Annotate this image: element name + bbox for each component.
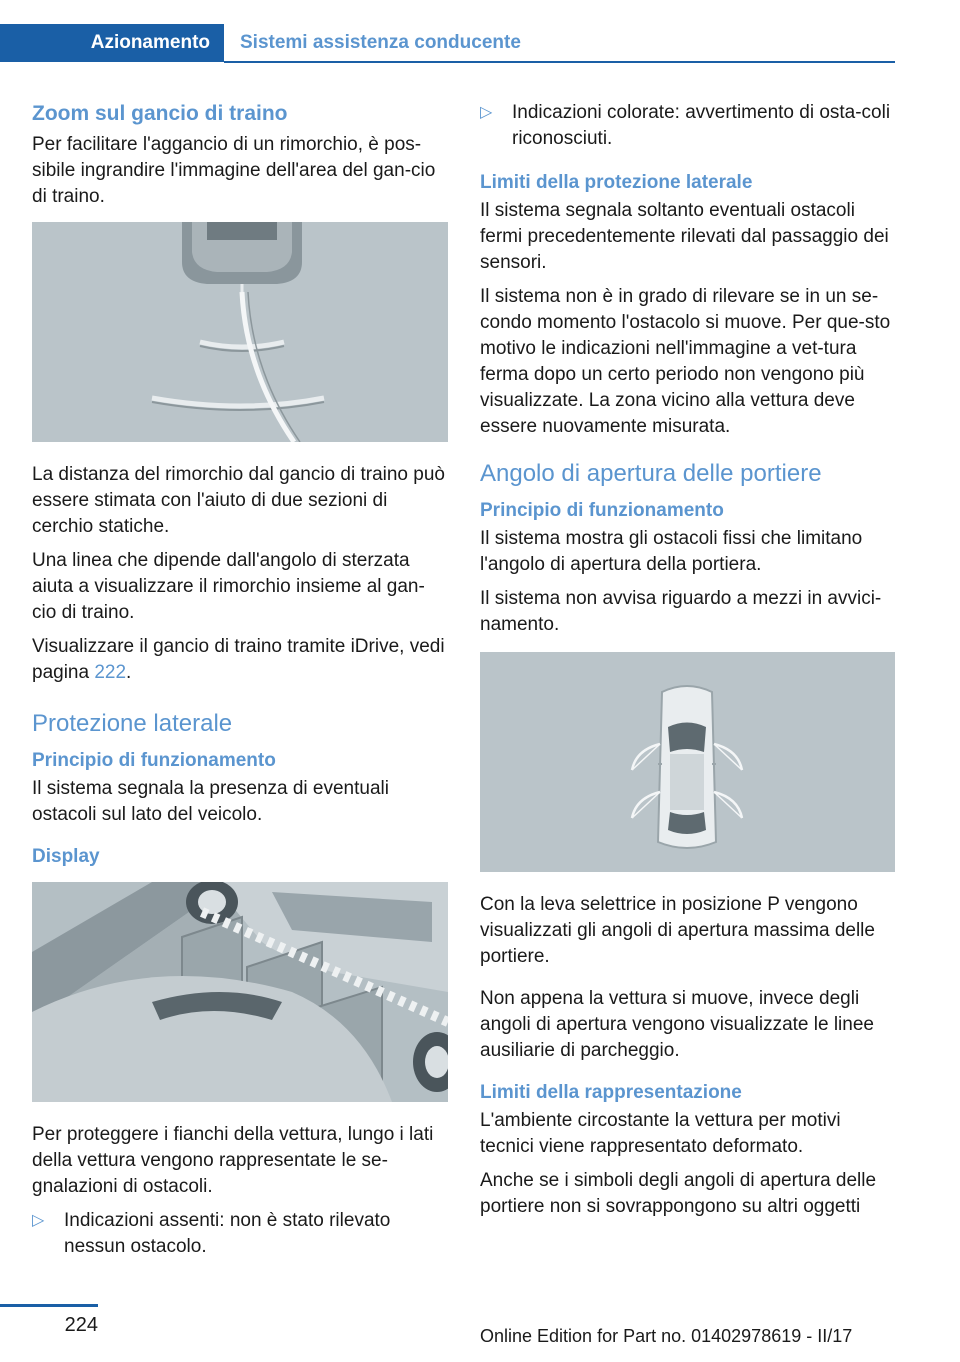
side-protection-figure — [32, 882, 448, 1102]
zoom-title: Zoom sul gancio di traino — [32, 102, 288, 125]
limits-subtitle: Limiti della protezione laterale — [480, 172, 753, 193]
side-paragraph-1: Il sistema segnala la presenza di eventuali ostacoli sul lato del veicolo. — [32, 778, 389, 825]
door-paragraph-2: Il sistema non avvisa riguardo a mezzi in avvici-namento. — [480, 588, 882, 635]
right-column — [480, 100, 896, 1228]
representation-subtitle: Limiti della rappresentazione — [480, 1082, 742, 1103]
towbar-zoom-illustration — [32, 222, 448, 442]
door-paragraph-4: Non appena la vettura si muove, invece degli angoli di apertura vengono visualizzate le linee ausiliarie di parcheggio. — [480, 988, 874, 1061]
representation-paragraph-2: Anche se i simboli degli angoli di apertura delle portiere non si sovrappongono su altri oggetti — [480, 1170, 877, 1217]
zoom-p4-text: Visualizzare il gancio di traino tramite iDrive, vedi pagina — [32, 636, 445, 683]
indicator-list-right — [480, 100, 896, 152]
left-column — [32, 100, 448, 1270]
door-principle-subtitle: Principio di funzionamento — [480, 500, 724, 521]
list-item — [32, 1208, 448, 1260]
door-paragraph-1: Il sistema mostra gli ostacoli fissi che limitano l'angolo di apertura della portiera. — [480, 528, 863, 575]
door-angle-illustration — [480, 652, 895, 872]
representation-paragraph-1: L'ambiente circostante la vettura per motivi tecnici viene rappresentato deformato. — [480, 1110, 841, 1157]
page-link[interactable]: 222 — [94, 662, 127, 683]
header-divider — [224, 61, 895, 63]
side-principle-subtitle: Principio di funzionamento — [32, 750, 276, 771]
zoom-paragraph-3: Una linea che dipende dall'angolo di sterzata aiuta a visualizzare il rimorchio insieme al gan-cio di traino. — [32, 550, 425, 623]
towbar-zoom-figure — [32, 222, 448, 442]
edition-info: Online Edition for Part no. 01402978619 - II/17 — [480, 1326, 853, 1346]
list-item — [480, 100, 896, 152]
zoom-paragraph-1: Per facilitare l'aggancio di un rimorchio, è pos-sibile ingrandire l'immagine dell'area del gan-cio di traino. — [32, 134, 436, 207]
door-angle-figure — [480, 652, 895, 872]
page-number: 224 — [64, 1314, 98, 1336]
door-angle-title: Angolo di apertura delle portiere — [480, 460, 822, 487]
zoom-p4-end: . — [126, 662, 132, 683]
zoom-paragraph-4 — [32, 634, 448, 686]
triangle-bullet-icon: ▷ — [480, 104, 493, 121]
footer-divider — [0, 1304, 98, 1307]
side-paragraph-2: Per proteggere i fianchi della vettura, lungo i lati della vettura vengono rappresentate le se-gnalazioni di ostacoli. — [32, 1124, 434, 1197]
limits-paragraph-1: Il sistema segnala soltanto eventuali ostacoli fermi precedentemente rilevati dal passaggio dei sensori. — [480, 200, 889, 273]
indicator-list-left — [32, 1208, 448, 1260]
door-paragraph-3: Con la leva selettrice in posizione P vengono visualizzati gli angoli di apertura massima delle portiere. — [480, 894, 875, 967]
limits-paragraph-2: Il sistema non è in grado di rilevare se in un se-condo momento l'ostacolo si muove. Per que-sto motivo le indicazioni nell'immagine a vet-tura ferma dopo un certo periodo non vengono più visualizzate. La zona vicino alla vettura deve essere nuovamente misurata. — [480, 286, 891, 437]
tab-sistemi-assistenza[interactable]: Sistemi assistenza conducente — [240, 32, 521, 53]
display-subtitle: Display — [32, 846, 100, 867]
side-protection-title: Protezione laterale — [32, 710, 233, 737]
side-protection-illustration — [32, 882, 448, 1102]
triangle-bullet-icon: ▷ — [32, 1212, 45, 1229]
bullet-text: Indicazioni colorate: avvertimento di osta-coli riconosciuti. — [512, 102, 891, 149]
bullet-text: Indicazioni assenti: non è stato rilevato nessun ostacolo. — [64, 1210, 391, 1257]
page-header — [0, 0, 960, 64]
tab-azionamento[interactable]: Azionamento — [0, 24, 224, 62]
zoom-paragraph-2: La distanza del rimorchio dal gancio di traino può essere stimata con l'aiuto di due sezioni di cerchio statiche. — [32, 464, 445, 537]
